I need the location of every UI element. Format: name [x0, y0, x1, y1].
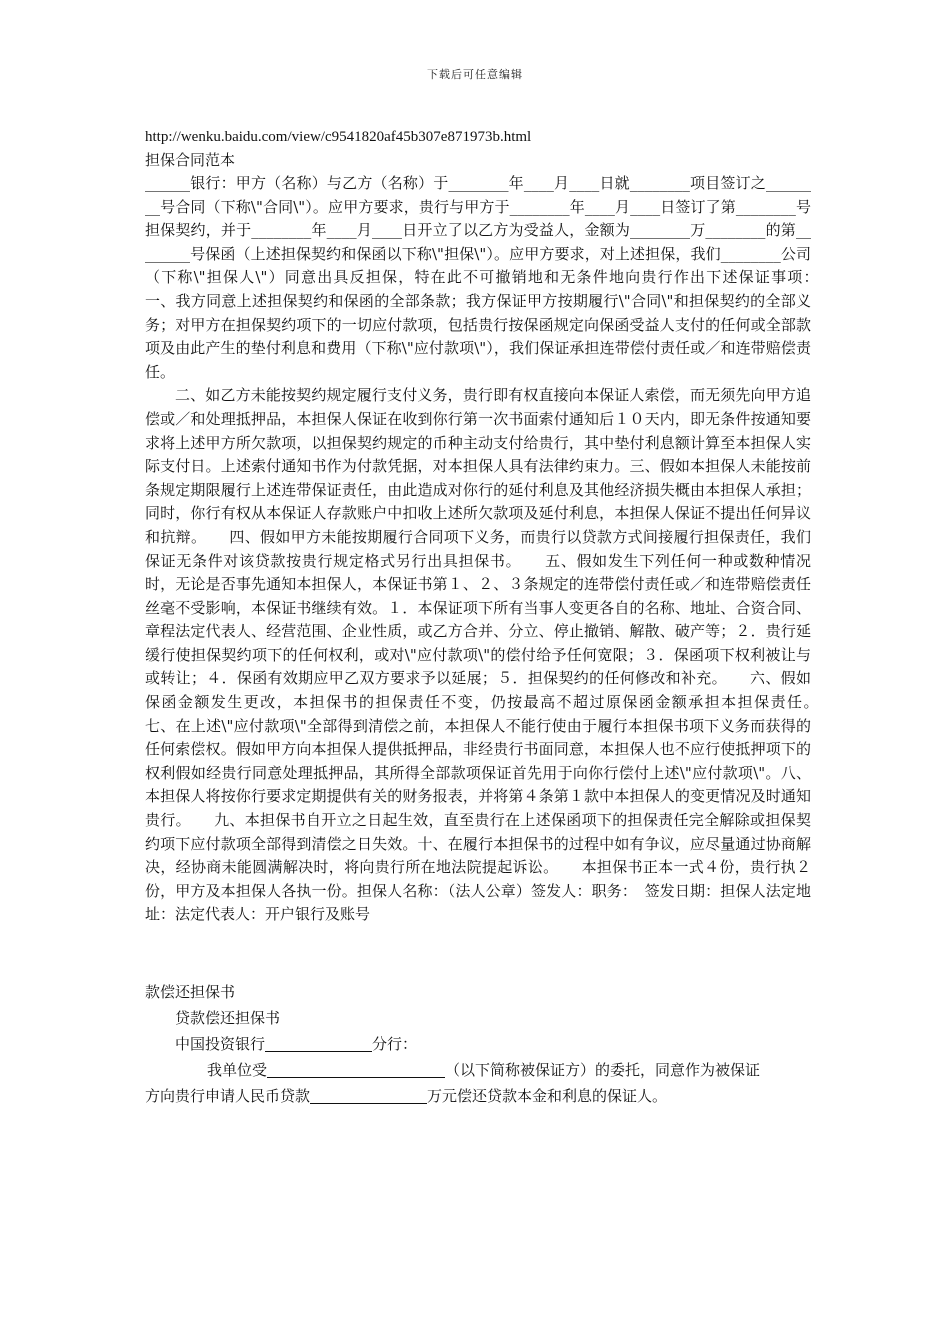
section-gap — [145, 927, 811, 979]
loan-guarantee-section — [145, 979, 811, 1109]
entrust-prefix: 我单位受 — [207, 1061, 268, 1079]
loan-suffix: 万元偿还贷款本金和利息的保证人。 — [427, 1087, 668, 1105]
section2-subtitle: 贷款偿还担保书 — [175, 1009, 281, 1027]
loan-amount-blank[interactable] — [310, 1087, 427, 1104]
source-url: http://wenku.baidu.com/view/c9541820af45b307e871973b.html — [145, 129, 532, 145]
bank-prefix: 中国投资银行 — [175, 1035, 266, 1053]
section2-title: 款偿还担保书 — [145, 983, 236, 1001]
document-body — [145, 126, 842, 1109]
contract-paragraph-2: 二、如乙方未能按契约规定履行支付义务，贵行即有权直接向本保证人索偿，而无须先向甲方追偿或／和处理抵押品，本担保人保证在收到你行第一次书面索付通知后１０天内，即无条件按通知要求将上述甲方所欠款项，以担保契约规定的币种主动支付给贵行，其中垫付利息额计算至本担保人实际支付日。上述索付通知书作为付款凭据，对本担保人具有法律约束力。三、假如本担保人未能按前条规定期限履行上述连带保证责任，由此造成对你行的延付利息及其他经济损失概由本担保人承担；同时，你行有权从本保证人存款账户中扣收上述所欠款项及延付利息，本担保人保证不提出任何异议和抗辩。 四、假如甲方未能按期履行合同项下义务，而贵行以贷款方式间接履行担保责任，我们保证无条件对该贷款按贵行规定格式另行出具担保书。 五、假如发生下列任何一种或数种情况时，无论是否事先通知本担保人，本保证书第１、２、３条规定的连带偿付责任或／和连带赔偿责任丝毫不受影响，本保证书继续有效。１．本保证项下所有当事人变更各自的名称、地址、合资合同、章程法定代表人、经营范围、企业性质，或乙方合并、分立、停止撤销、解散、破产等；２．贵行延缓行使担保契约项下的任何权利，或对\"应付款项\"的偿付给予任何宽限；３．保函项下权利被让与或转让；４．保函有效期应甲乙双方要求予以延展；５．担保契约的任何修改和补充。 六、假如保函金额发生更改，本担保书的担保责任不变，仍按最高不超过原保函金额承担本担保责任。 七、在上述\"应付款项\"全部得到清偿之前，本担保人不能行使由于履行本担保书项下义务而获得的任何索偿权。假如甲方向本担保人提供抵押品，非经贵行书面同意，本担保人也不应行使抵押项下的权利假如经贵行同意处理抵押品，其所得全部款项保证首先用于向你行偿付上述\"应付款项\"。八、本担保人将按你行要求定期提供有关的财务报表，并将第４条第１款中本担保人的变更情况及时通知贵行。 九、本担保书自开立之日起生效，直至贵行在上述保函项下的担保责任完全解除或担保契约项下应付款项全部得到清偿之日失效。十、在履行本担保书的过程中如有争议，应尽量通过协商解决，经协商未能圆满解决时，将向贵行所在地法院提起诉讼。 本担保书正本一式４份，贵行执２份，甲方及本担保人各执一份。担保人名称：（法人公章）签发人：职务： 签发日期：担保人法定地址：法定代表人：开户银行及账号 — [145, 386, 842, 924]
loan-prefix: 方向贵行申请人民币贷款 — [145, 1087, 311, 1105]
entrust-suffix: （以下简称被保证方）的委托，同意作为被保证 — [445, 1061, 761, 1079]
entrust-blank[interactable] — [267, 1061, 445, 1078]
page-header-note: 下载后可任意编辑 — [427, 68, 523, 81]
entrust-line — [145, 1057, 811, 1083]
bank-suffix: 分行： — [372, 1035, 418, 1053]
loan-amount-line — [145, 1083, 811, 1109]
document-title: 担保合同范本 — [145, 151, 236, 169]
bank-blank[interactable] — [265, 1035, 372, 1052]
contract-paragraph-1: ______银行：甲方（名称）与乙方（名称）于________年____月____日就________项目签订之________号合同（下称\"合同\"）。应甲方要求，贵行与甲方于________年____月____日签订了第________号担保契约，并于________年____月____日开立了以乙方为受益人，金额为________万________的第________号保函（上述担保契约和保函以下称\"担保\"）。应甲方要求，对上述担保，我们________公司（下称\"担保人\"）同意出具反担保，特在此不可撤销地和无条件地向贵行作出下述保证事项： 一、我方同意上述担保契约和保函的全部条款；我方保证甲方按期履行\"合同\"和担保契约的全部义务；对甲方在担保契约项下的一切应付款项，包括贵行按保函规定向保函受益人支付的任何或全部款项及由此产生的垫付利息和费用（下称\"应付款项\"），我们保证承担连带偿付责任或／和连带赔偿责任。 — [145, 174, 842, 381]
bank-line — [145, 1031, 811, 1057]
